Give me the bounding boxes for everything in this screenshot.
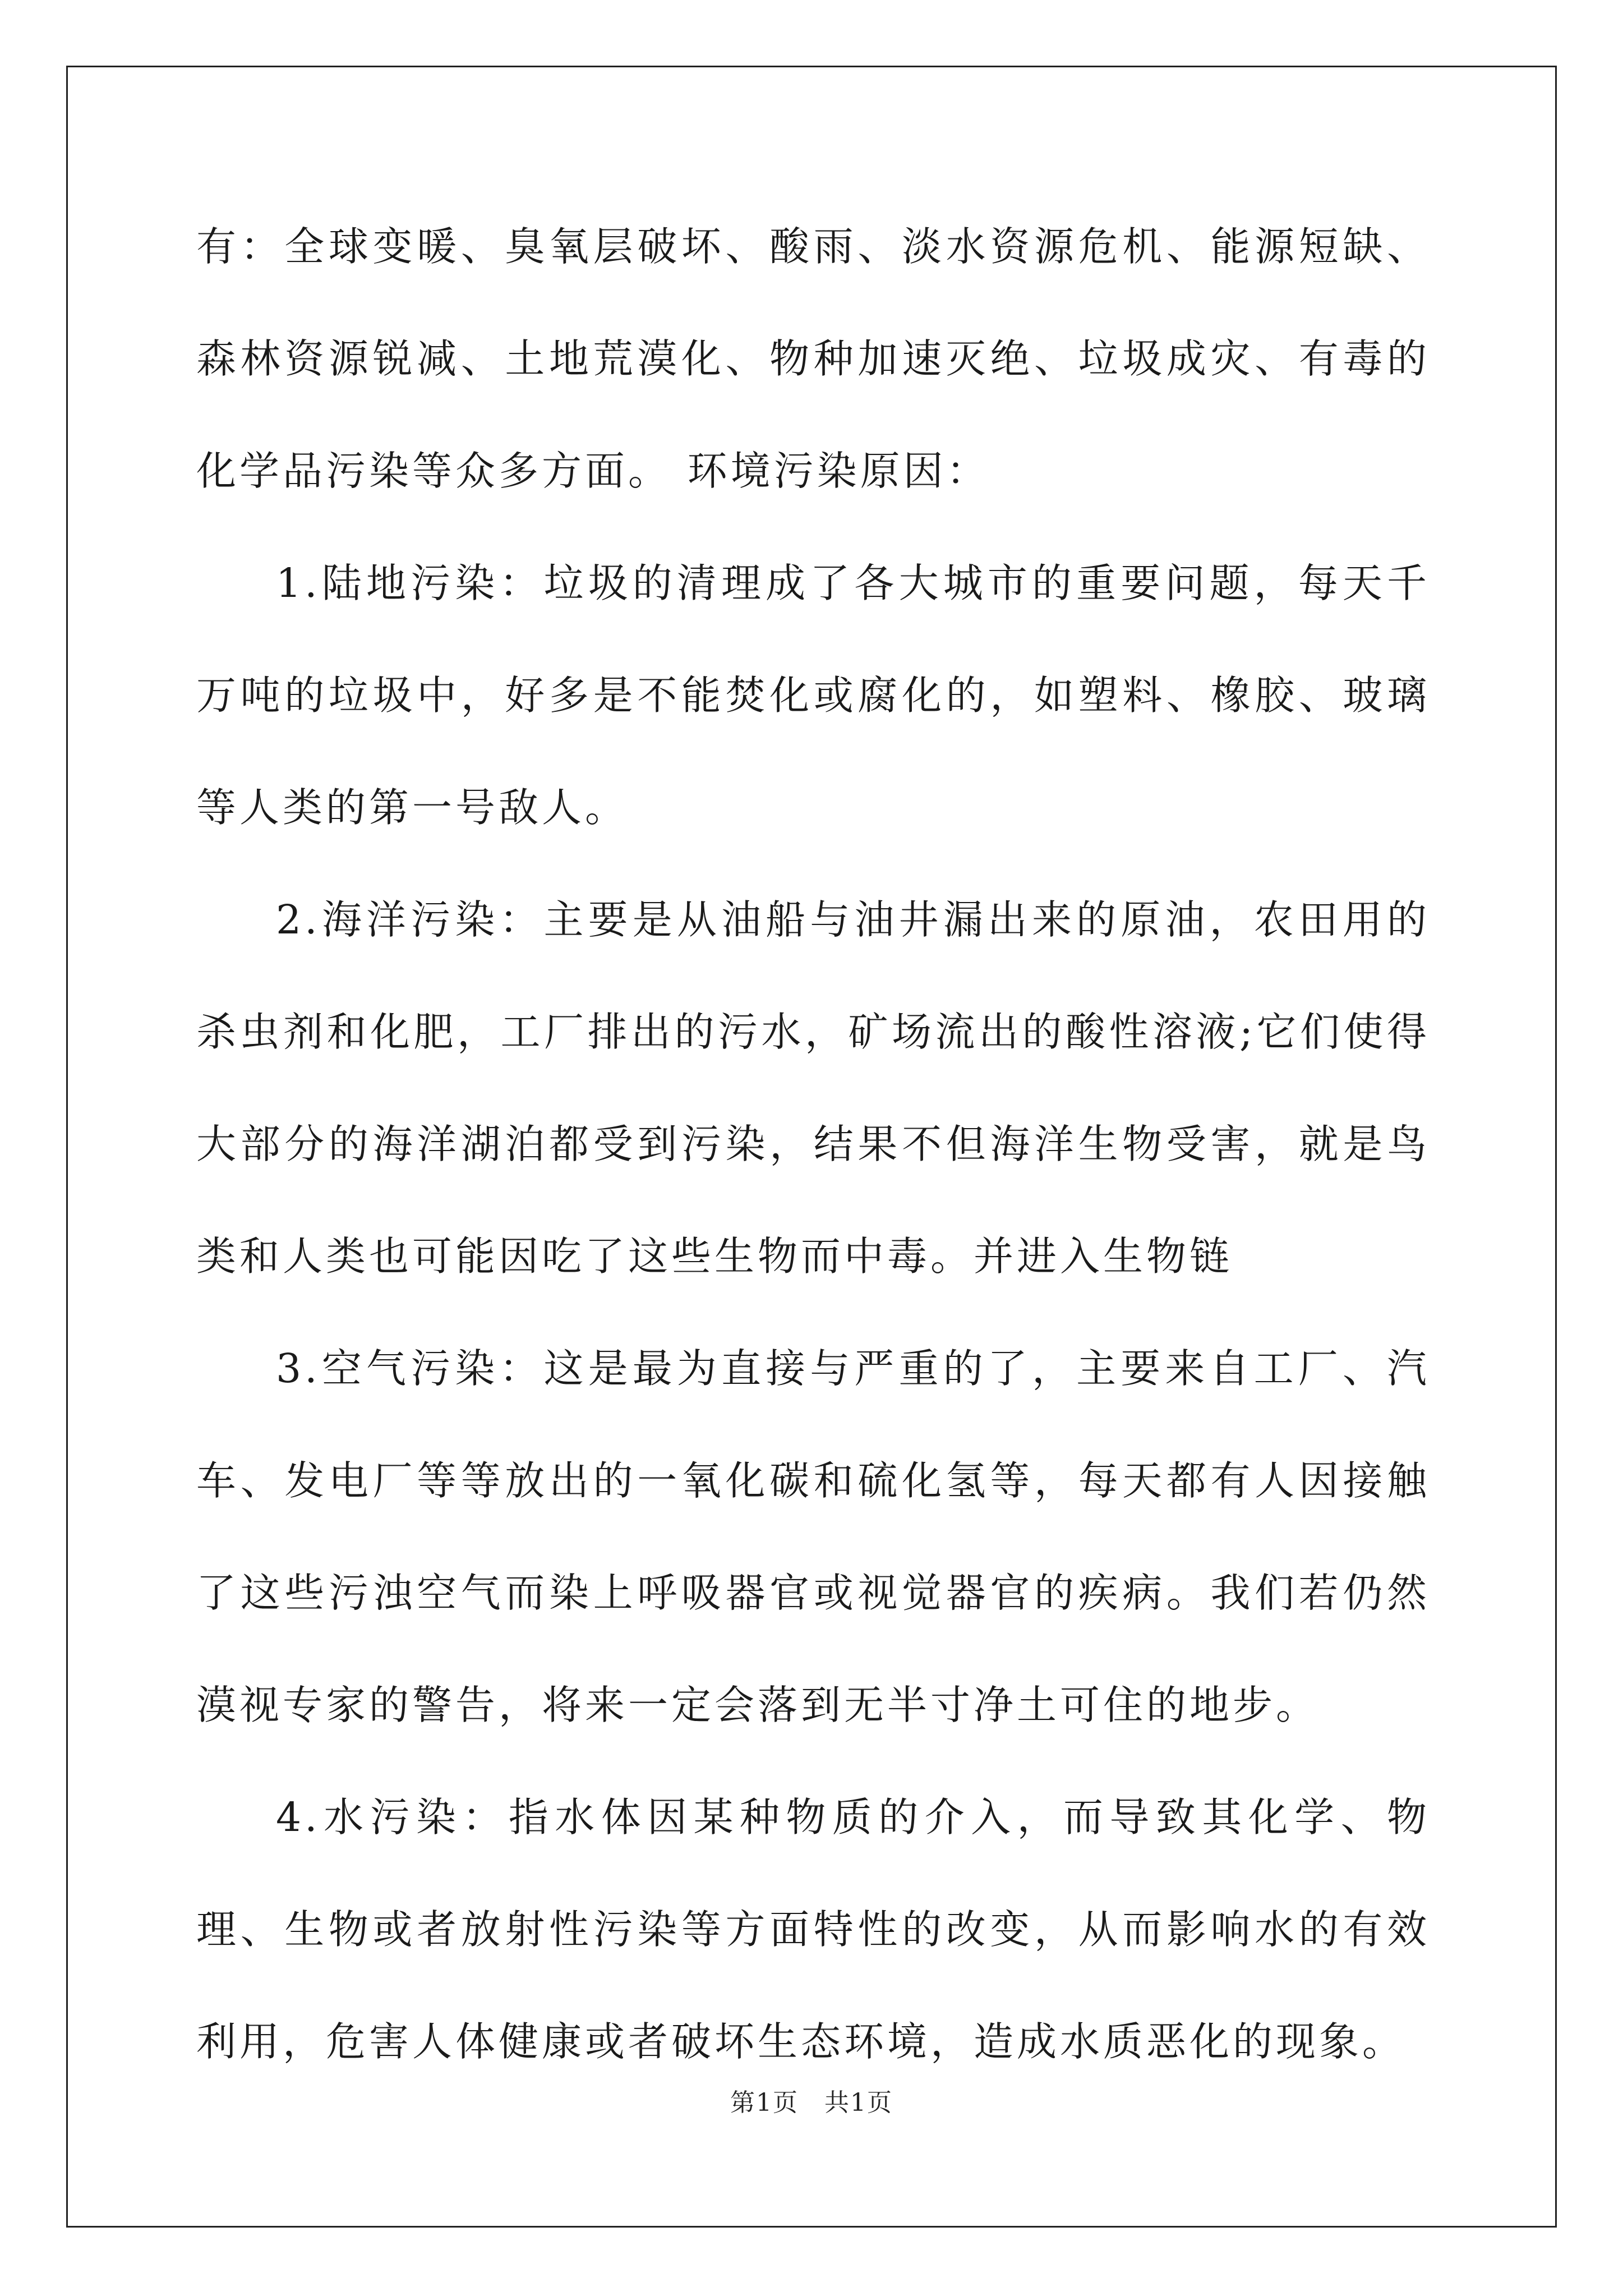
paragraph-intro: 有：全球变暖、臭氧层破坏、酸雨、淡水资源危机、能源短缺、森林资源锐减、土地荒漠化、物种加速灭绝、垃圾成灾、有毒的化学品污染等众多方面。 环境污染原因： (196, 223, 1430, 494)
paragraph-ocean-pollution: 2.海洋污染：主要是从油船与油井漏出来的原油，农田用的杀虫剂和化肥，工厂排出的污水，矿场流出的酸性溶液;它们使得大部分的海洋湖泊都受到污染，结果不但海洋生物受害，就是鸟类和人类也可能因吃了这些生物而中毒。并进入生物链 (196, 896, 1430, 1280)
paragraph-land-pollution: 1.陆地污染：垃圾的清理成了各大城市的重要问题，每天千万吨的垃圾中，好多是不能焚化或腐化的，如塑料、橡胶、玻璃等人类的第一号敌人。 (196, 560, 1430, 831)
document-body (196, 191, 1430, 2098)
paragraph-air-pollution: 3.空气污染：这是最为直接与严重的了，主要来自工厂、汽车、发电厂等等放出的一氧化碳和硫化氢等，每天都有人因接触了这些污浊空气而染上呼吸器官或视觉器官的疾病。我们若仍然漠视专家的警告，将来一定会落到无半寸净土可住的地步。 (196, 1345, 1430, 1728)
page-number-footer: 第1页 共1页 (730, 2088, 893, 2117)
paragraph-water-pollution: 4.水污染：指水体因某种物质的介入，而导致其化学、物理、生物或者放射性污染等方面特性的改变，从而影响水的有效利用，危害人体健康或者破坏生态环境，造成水质恶化的现象。 (196, 1794, 1430, 2065)
